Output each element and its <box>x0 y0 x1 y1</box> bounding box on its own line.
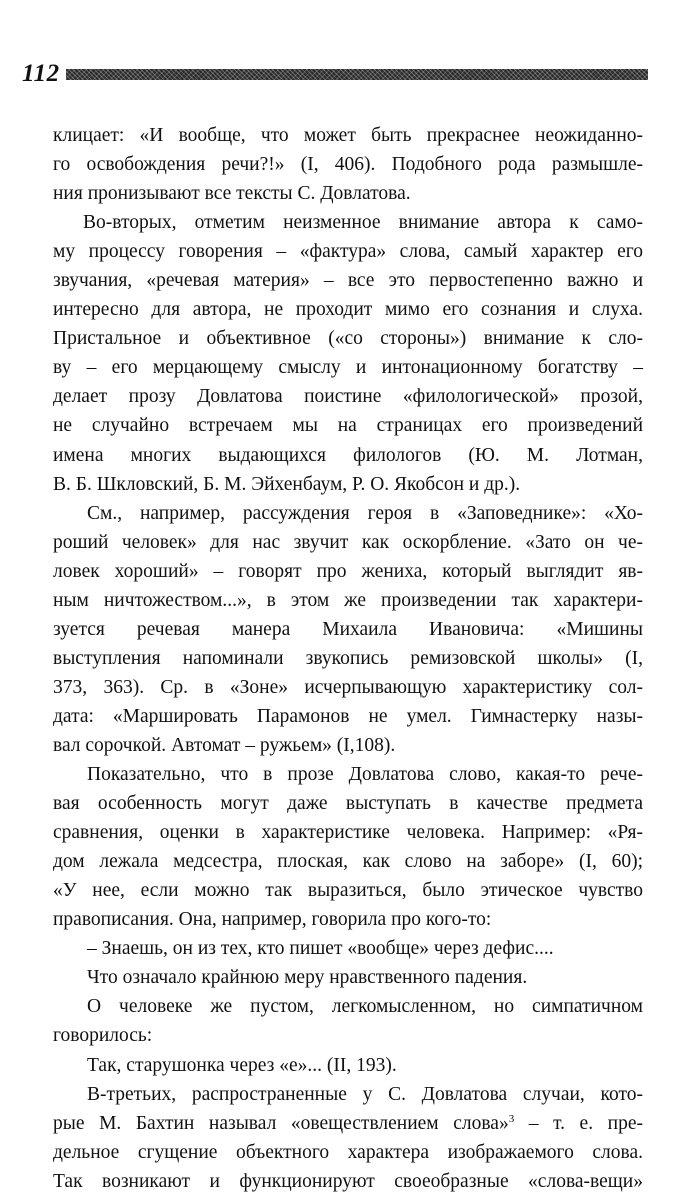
text-line-content: – Знаешь, он из тех, кто пишет «вообще» через дефис.... <box>87 938 554 960</box>
text-line <box>53 731 643 760</box>
text-line-content: ловек хороший» – говорят про жениха, который выглядит яв- <box>53 560 643 582</box>
text-line-content: сравнения, оценки в характеристике человека. Например: «Ря- <box>53 822 643 844</box>
text-line-content: дельное сгущение объектного характера изображаемого слова. <box>53 1141 643 1163</box>
page-header <box>22 58 648 88</box>
text-line-content: Так возникают и функционируют своеобразные «слова-вещи» <box>53 1170 643 1192</box>
text-line <box>53 1138 643 1167</box>
text-line-content: говорилось: <box>53 1025 153 1047</box>
text-line-content: звучания, «речевая материя» – все это первостепенно важно и <box>53 270 643 292</box>
text-line <box>53 702 643 731</box>
text-line <box>53 499 643 528</box>
text-line <box>53 557 643 586</box>
text-line <box>53 528 643 557</box>
text-line-content: О человеке же пустом, легкомысленном, но симпатичном <box>87 996 643 1018</box>
text-line <box>53 237 643 266</box>
text-line <box>53 934 643 963</box>
text-line-content: не случайно встречаем мы на страницах его произведений <box>53 415 643 437</box>
text-line <box>53 411 643 440</box>
text-line <box>53 121 643 150</box>
text-line-content: ным ничтожеством...», в этом же произведении так характери- <box>53 589 643 611</box>
text-line <box>53 441 643 470</box>
text-line <box>53 847 643 876</box>
footnote-reference: 3 <box>508 1112 515 1125</box>
text-line-content: выступления напоминали звукопись ремизовской школы» (I, <box>53 647 643 669</box>
text-line <box>53 1080 643 1109</box>
text-line-content: В-третьих, распространенные у С. Довлатова случаи, кото- <box>87 1083 643 1105</box>
text-line <box>53 470 643 499</box>
text-line-content: клицает: «И вообще, что может быть прекраснее неожиданно- <box>53 125 643 146</box>
text-line <box>53 760 643 789</box>
text-line <box>53 266 643 295</box>
text-line <box>53 992 643 1021</box>
text-line <box>53 1051 643 1080</box>
text-line-content: Пристальное и объективное («со стороны») внимание к сло- <box>53 328 643 350</box>
text-line <box>53 295 643 324</box>
text-line-content: имена многих выдающихся филологов (Ю. М. Лотман, <box>53 444 643 466</box>
text-line-tail: – т. е. пре- <box>514 1112 643 1134</box>
text-line <box>53 673 643 702</box>
text-line-content: ву – его мерцающему смыслу и интонационному богатству – <box>53 357 643 379</box>
text-line-content: Что означало крайнюю меру нравственного падения. <box>87 967 528 989</box>
text-line-content: рые М. Бахтин называл «овеществлением слова» <box>53 1112 509 1134</box>
text-line-content: Во-вторых, отметим неизменное внимание автора к само- <box>83 212 643 234</box>
text-line-content: ния пронизывают все тексты С. Довлатова. <box>53 183 411 205</box>
text-line-content: правописания. Она, например, говорила про кого-то: <box>53 909 492 931</box>
text-line <box>53 208 643 237</box>
text-line <box>53 818 643 847</box>
text-line-content: Так, старушонка через «е»... (II, 193). <box>87 1054 397 1076</box>
text-line-content: Показательно, что в прозе Довлатова слово, какая-то рече- <box>87 764 643 786</box>
text-line <box>53 1021 643 1050</box>
text-line <box>53 963 643 992</box>
text-line <box>53 905 643 934</box>
text-line-content: В. Б. Шкловский, Б. М. Эйхенбаум, Р. О. Якобсон и др.). <box>53 473 521 495</box>
text-line-content: делает прозу Довлатова поистине «филологической» прозой, <box>53 386 643 408</box>
text-line <box>53 382 643 411</box>
text-line <box>53 789 643 818</box>
text-line-content: вая особенность могут даже выступать в качестве предмета <box>53 793 643 815</box>
text-line <box>53 615 643 644</box>
text-line <box>53 324 643 353</box>
text-line <box>53 1109 643 1138</box>
text-line <box>53 150 643 179</box>
header-decorative-rule <box>66 69 648 80</box>
text-line-content: зуется речевая манера Михаила Ивановича: «Мишины <box>53 618 643 640</box>
text-line-content: 373, 363). Ср. в «Зоне» исчерпывающую характеристику сол- <box>53 676 643 698</box>
text-line <box>53 876 643 905</box>
text-line-content: дата: «Маршировать Парамонов не умел. Гимнастерку назы- <box>53 705 643 727</box>
text-line-content: См., например, рассуждения героя в «Заповеднике»: «Хо- <box>87 502 643 524</box>
text-line-content: «У нее, если можно так выразиться, было этическое чувство <box>53 880 643 902</box>
page-number: 112 <box>22 59 60 87</box>
body-text <box>53 121 643 1196</box>
text-line <box>53 586 643 615</box>
text-line-content: му процессу говорения – «фактура» слова, самый характер его <box>53 241 643 263</box>
text-line-content: дом лежала медсестра, плоская, как слово на заборе» (I, 60); <box>53 851 643 873</box>
text-line-content: интересно для автора, не проходит мимо его сознания и слуха. <box>53 299 643 321</box>
text-line <box>53 1167 643 1196</box>
text-line <box>53 644 643 673</box>
text-line <box>53 353 643 382</box>
text-line-content: роший человек» для нас звучит как оскорбление. «Зато он че- <box>53 531 643 553</box>
text-line <box>53 179 643 208</box>
text-line-content: вал сорочкой. Автомат – ружьем» (I,108). <box>53 734 396 756</box>
text-line-content: го освобождения речи?!» (I, 406). Подобного рода размышле- <box>53 154 643 176</box>
